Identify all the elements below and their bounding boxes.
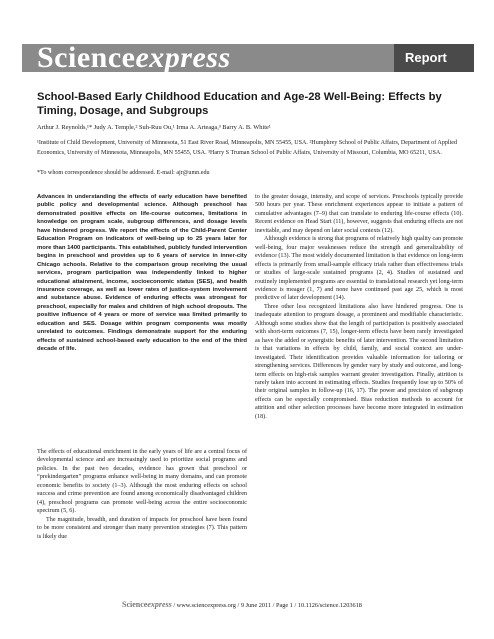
left-column-body	[37, 448, 247, 541]
body-paragraph: Although evidence is strong that programs of relatively high quality can promote well-being, four major weaknesses reduce the strength and generalizability of evidence (13). The most widely documented limitation is that evidence on long-term effects is primarily from small-sample efficacy trials rather than effectiveness trials or studies of large-scale sustained programs (2, 4). Studies of sustained and routinely implemented programs are essential to translational research yet long-term evidence is meager (1, 7) and none have continued past age 25, which is most predictive of later development (14).	[255, 236, 464, 302]
affiliations: ¹Institute of Child Development, University of Minnesota, 51 East River Road, Minneapolis, MN 55455, USA. ²Humphrey School of Public Affairs, Department of Applied Economics, University of Minnesota, Minneapolis, MN 55455, USA. ³Harry S Truman School of Public Affairs, University of Missouri, Columbia, MO 65211, USA.	[37, 140, 458, 156]
correspondence-note: *To whom correspondence should be addressed. E-mail: ajr@umn.edu	[37, 170, 210, 176]
footer-logo-express: express	[147, 600, 172, 609]
body-paragraph: The magnitude, breadth, and duration of impacts for preschool have been found to be more consistent and stronger than many prevention strategies (7). This pattern is likely due	[37, 516, 247, 540]
right-column	[255, 193, 463, 421]
footer-logo-science: Science	[122, 600, 148, 609]
body-paragraph: to the greater dosage, intensity, and scope of services. Preschools typically provide 500 hours per year. These enrichment experiences appear to initiate a pattern of cumulative advantages (7–9) that can translate to enduring life-course effects (10). Recent evidence on Head Start (11), however, suggests that enduring effects are not inevitable, and may depend on later social contexts (12).	[255, 194, 463, 234]
body-paragraph: The effects of educational enrichment in the early years of life are a central focus of developmental science and are increasingly used to prioritize social programs and policies. In the past two decades, evidence has grown that preschool or “prekindergarten” programs enhance well-being in many domains, and can promote economic benefits to society (1–3). Although the most enduring effects on school success and crime prevention are found among economically disadvantaged children (4), preschool programs can promote well-being across the entire socioeconomic spectrum (5, 6).	[37, 449, 247, 515]
abstract: Advances in understanding the effects of early education have benefited public policy and developmental science. Although preschool has demonstrated positive effects on life-course outcomes, limitations in knowledge on program scale, subgroup differences, and dosage levels have hindered progress. We report the effects of the Child-Parent Center Education Program on indicators of well-being up to 25 years later for more than 1400 participants. This established, publicly funded intervention begins in preschool and provides up to 6 years of service in inner-city Chicago schools. Relative to the comparison group receiving the usual services, program participation was independently linked to higher educational attainment, income, socioeconomic status (SES), and health insurance coverage, as well as lower rates of justice-system involvement and substance abuse. Evidence of enduring effects was strongest for preschool, especially for males and children of high school dropouts. The positive influence of 4 years or more of service was limited primarily to education and SES. Dosage within program components was mostly unrelated to outcomes. Findings demonstrate support for the enduring effects of sustained school-based early education to the end of the third decade of life.	[37, 194, 247, 353]
body-paragraph: Three other less recognized limitations also have hindered progress. One is inadequate attention to program dosage, a prominent and modifiable characteristic. Although some studies show that the length of participation is positively associated with short-term outcomes (7, 15), longer-term effects have been rarely investigated as have the added or synergistic benefits of later intervention. The second limitation is that variations in effects by child, family, and social context are under-investigated. Their identification provides valuable information for tailoring or strengthening services. Differences by gender vary by study and outcome, and long-term effects on high-risk samples warrant greater investigation. Finally, attrition is rarely taken into account in estimating effects. Studies frequently lose up to 50% of their original samples in follow-up (16, 17). The power and precision of subgroup effects can be especially compromised. Bias reduction methods to account for attrition and other selection processes have become more integrated in estimation (18).	[255, 303, 463, 420]
page-footer	[122, 600, 362, 609]
author-list: Arthur J. Reynolds,¹* Judy A. Temple,² Suh-Ruu Ou,¹ Irma A. Arteaga,³ Barry A. B. White¹	[37, 124, 271, 131]
left-column	[37, 193, 247, 354]
report-label: Report	[405, 50, 447, 65]
article-title: School-Based Early Childhood Education and Age-28 Well-Being: Effects by Timing, Dosage, and Subgroups	[37, 91, 442, 117]
journal-logo: Scienceexpress	[37, 41, 231, 74]
footer-citation: / www.sciencexpress.org / 9 June 2011 / Page 1 / 10.1126/science.1203618	[171, 602, 362, 609]
